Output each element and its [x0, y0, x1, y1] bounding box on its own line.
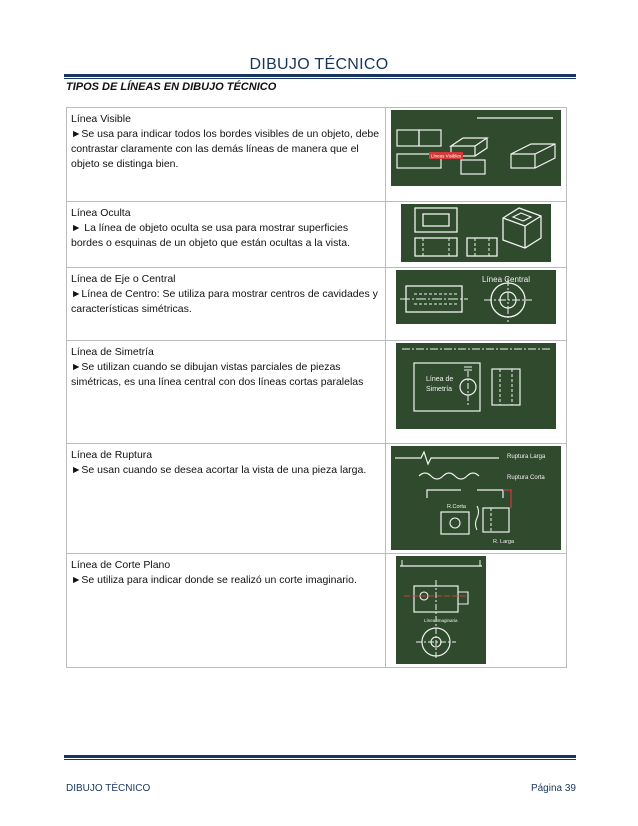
center-line-label: Línea Central	[481, 275, 530, 284]
row-description: ►Se usa para indicar todos los bordes visibles de un objeto, debe contrastar claramente con las demás líneas de manera que el objeto se distinga bien.	[71, 128, 380, 170]
table-row	[67, 444, 567, 554]
row-description: ► La línea de objeto oculta se usa para mostrar superficies bordes o esquinas de un objeto que están ocultas a la vista.	[71, 222, 351, 249]
row-image-cell	[385, 444, 566, 554]
row-image-cell	[385, 341, 566, 444]
short-break-label: Ruptura Corta	[506, 475, 545, 481]
row-text-cell	[67, 554, 386, 668]
row-text-cell	[67, 108, 386, 202]
symmetry-label-line2: Simetría	[425, 386, 453, 393]
row-title: Línea Oculta	[71, 207, 131, 219]
row-description: ►Se utilizan cuando se dibujan vistas parciales de piezas simétricas, es una línea central con dos líneas cortas paralelas	[71, 361, 364, 388]
table-row	[67, 341, 567, 444]
row-image-cell	[385, 268, 566, 341]
long-break-label: Ruptura Larga	[506, 454, 546, 460]
hidden-lines-illustration	[401, 204, 551, 262]
row-text-cell	[67, 268, 386, 341]
row-description: ►Línea de Centro: Se utiliza para mostrar centros de cavidades y características simétricas.	[71, 288, 378, 315]
row-image-cell	[385, 554, 566, 668]
table-row	[67, 202, 567, 268]
row-text-cell	[67, 341, 386, 444]
section-title: TIPOS DE LÍNEAS EN DIBUJO TÉCNICO	[66, 81, 277, 93]
short-break-abbrev-label: R.Corta	[446, 504, 466, 510]
table-row	[67, 108, 567, 202]
imaginary-line-label: Línea Imaginaria	[423, 618, 458, 623]
row-text-cell	[67, 202, 386, 268]
row-title: Línea de Eje o Central	[71, 273, 176, 285]
visible-lines-illustration	[391, 110, 561, 186]
row-title: Línea de Ruptura	[71, 449, 153, 461]
symmetry-label-line1: Línea de	[425, 376, 454, 383]
long-break-abbrev-label: R. Larga	[492, 539, 515, 545]
cutting-plane-illustration	[396, 556, 486, 664]
row-image-cell	[385, 202, 566, 268]
header-title: DIBUJO TÉCNICO	[249, 56, 389, 73]
center-line-illustration	[396, 270, 556, 324]
symmetry-line-illustration	[396, 343, 556, 429]
table-row	[67, 554, 567, 668]
line-types-table	[66, 107, 567, 668]
footer-divider	[64, 755, 576, 760]
row-description: ►Se utiliza para indicar donde se realizó un corte imaginario.	[71, 574, 357, 586]
row-text-cell	[67, 444, 386, 554]
row-title: Línea Visible	[71, 113, 131, 125]
footer-document-title: DIBUJO TÉCNICO	[66, 783, 151, 794]
row-title: Línea de Simetría	[71, 346, 154, 358]
visible-lines-label: Líneas Visibles	[430, 153, 462, 159]
row-description: ►Se usan cuando se desea acortar la vista de una pieza larga.	[71, 464, 367, 476]
header-divider	[64, 74, 576, 79]
row-title: Línea de Corte Plano	[71, 559, 171, 571]
footer-page-number: Página 39	[530, 783, 576, 794]
row-image-cell	[385, 108, 566, 202]
break-line-illustration	[391, 446, 561, 550]
table-row	[67, 268, 567, 341]
